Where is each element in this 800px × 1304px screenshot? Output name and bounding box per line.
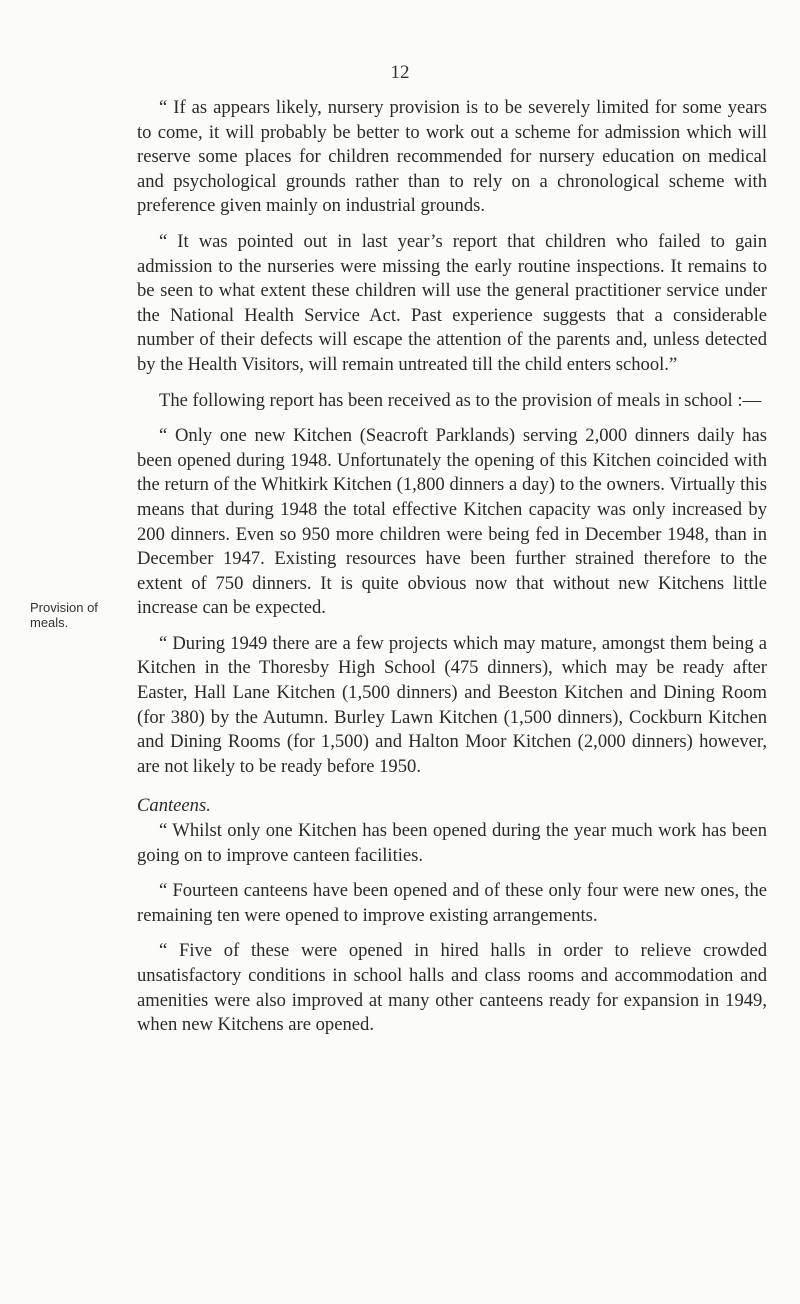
paragraph: “ Five of these were opened in hired halls in order to relieve crowded unsatisfactory conditions in school halls and class rooms and accommodation and amenities were also improved at many other canteens ready for expansion in 1949, when new Kitchens are opened. bbox=[137, 940, 767, 1036]
paragraph: “ Fourteen canteens have been opened and of these only four were new ones, the remaining ten were opened to improve existing arrangements. bbox=[137, 880, 767, 926]
body-text bbox=[137, 96, 767, 1038]
paragraph: “ During 1949 there are a few projects which may mature, amongst them being a Kitchen in the Thoresby High School (475 dinners), which may be ready after Easter, Hall Lane Kitchen (1,500 dinners) and Beeston Kitchen and Dining Room (for 380) by the Autumn. Burley Lawn Kitchen (1,500 dinners), Cockburn Kitchen and Dining Rooms (for 1,500) and Halton Moor Kitchen (2,000 dinners) however, are not likely to be ready before 1950. bbox=[137, 632, 767, 777]
paragraph: “ If as appears likely, nursery provision is to be severely limited for some years to come, it will probably be better to work out a scheme for admission which will reserve some places for children recommended for nursery education on medical and psychological grounds rather than to rely on a chronological scheme with preference given mainly on industrial grounds. bbox=[137, 97, 767, 217]
page-number: 12 bbox=[390, 62, 410, 83]
margin-note: Provision of meals. bbox=[30, 600, 98, 630]
section-heading: Canteens. bbox=[137, 795, 211, 817]
paragraph: “ Only one new Kitchen (Seacroft Parklands) serving 2,000 dinners daily has been opened during 1948. Unfortunately the opening of this Kitchen coincided with the return of the Whitkirk Kitchen (1,800 dinners a day) to the owners. Virtually this means that during 1948 the total effective Kitchen capacity was only increased by 200 dinners. Even so 950 more children were being fed in December 1948, than in December 1947. Existing resources have been further strained therefore to the extent of 750 dinners. It is quite obvious now that without new Kitchens little increase can be expected. bbox=[137, 425, 767, 619]
paragraph: The following report has been received as to the provision of meals in school :— bbox=[159, 389, 762, 411]
paragraph: “ It was pointed out in last year’s report that children who failed to gain admission to the nurseries were missing the early routine inspections. It remains to be seen to what extent these children will use the general practitioner service under the National Health Service Act. Past experience suggests that a considerable number of their defects will escape the attention of the parents and, unless detected by the Health Visitors, will remain untreated till the child enters school.” bbox=[137, 230, 767, 375]
paragraph: “ Whilst only one Kitchen has been opened during the year much work has been going on to improve canteen facilities. bbox=[137, 820, 767, 866]
